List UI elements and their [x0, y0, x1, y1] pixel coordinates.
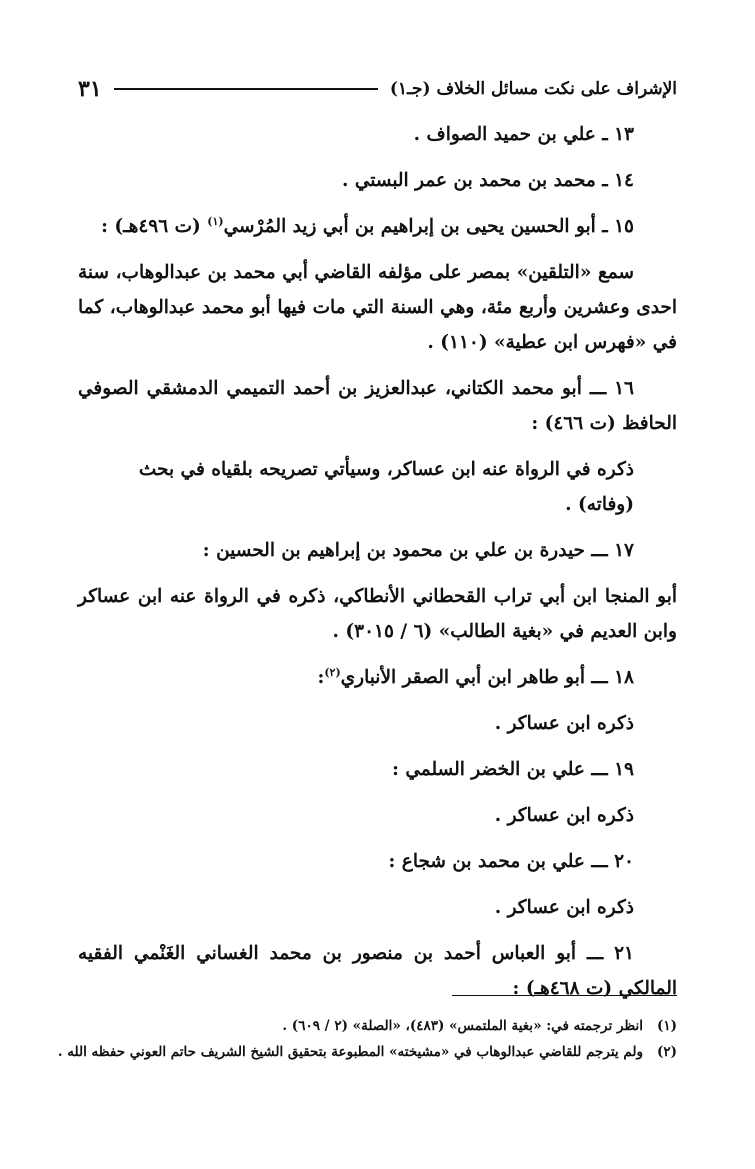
entry-15 — [78, 209, 677, 244]
running-header — [78, 72, 677, 106]
entry-15-details: سمع «التلقين» بمصر على مؤلفه القاضي أبي محمد بن عبدالوهاب، سنة احدى وعشرين وأربع مئة، وهي السنة التي مات فيها أبو محمد عبدالوهاب، كما في «فهرس ابن عطية» (١١٠) . — [78, 262, 677, 353]
entry-13: ١٣ ـ علي بن حميد الصواف . — [413, 124, 634, 145]
footnote-text: انظر ترجمته في: «بغية الملتمس» (٤٨٣)، «الصلة» (٢ / ٦٠٩) . — [282, 1018, 643, 1034]
entry-19: ١٩ ـــ علي بن الخضر السلمي : — [392, 759, 634, 780]
footnote-separator — [452, 995, 677, 996]
entry-21: ٢١ ـــ أبو العباس أحمد بن منصور بن محمد الغساني الغَنْمي الفقيه المالكي (ت ٤٦٨هـ) : — [78, 943, 677, 999]
entry-14: ١٤ ـ محمد بن محمد بن عمر البستي . — [341, 170, 634, 191]
page-number: ٣١ — [78, 76, 102, 102]
entry-19-details: ذكره ابن عساكر . — [494, 805, 634, 826]
header-rule — [114, 88, 378, 90]
entry-16: ١٦ ـــ أبو محمد الكتاني، عبدالعزيز بن أحمد التميمي الدمشقي الصوفي الحافظ (ت ٤٦٦) : — [78, 378, 677, 434]
main-text — [78, 117, 677, 1017]
footnote-text: ولم يترجم للقاضي عبدالوهاب في «مشيخته» المطبوعة بتحقيق الشيخ الشريف حاتم العوني حفظه الله . — [57, 1044, 643, 1060]
footnote-number: (١) — [656, 1018, 677, 1034]
entry-15-name: ١٥ ـ أبو الحسين يحيى بن إبراهيم بن أبي زيد المُرْسي — [223, 216, 634, 237]
entry-18-name: ١٨ ـــ أبو طاهر ابن أبي الصقر الأنباري — [340, 667, 634, 688]
entry-18 — [78, 660, 677, 695]
entry-17: ١٧ ـــ حيدرة بن علي بن محمود بن إبراهيم بن الحسين : — [202, 540, 634, 561]
running-title: الإشراف على نكت مسائل الخلاف (جـ١) — [389, 79, 677, 99]
footnotes — [57, 1013, 677, 1065]
footnote-number: (٢) — [656, 1044, 677, 1060]
entry-15-death-date: (ت ٤٩٦هـ) : — [101, 216, 201, 237]
entry-16-details: ذكره في الرواة عنه ابن عساكر، وسيأتي تصريحه بلقياه في بحث (وفاته) . — [138, 459, 634, 515]
footnote-ref-2: (٢) — [324, 665, 341, 679]
entry-18-colon: : — [317, 667, 325, 688]
entry-18-details: ذكره ابن عساكر . — [494, 713, 634, 734]
footnote-1 — [78, 1013, 677, 1039]
entry-20-details: ذكره ابن عساكر . — [494, 897, 634, 918]
footnote-ref-1: (١) — [207, 214, 224, 228]
entry-17-details: أبو المنجا ابن أبي تراب القحطاني الأنطاكي، ذكره في الرواة عنه ابن عساكر وابن العديم في «بغية الطالب» (٦ / ٣٠١٥) . — [78, 586, 677, 642]
entry-20: ٢٠ ـــ علي بن محمد بن شجاع : — [388, 851, 634, 872]
footnote-2 — [57, 1039, 677, 1065]
